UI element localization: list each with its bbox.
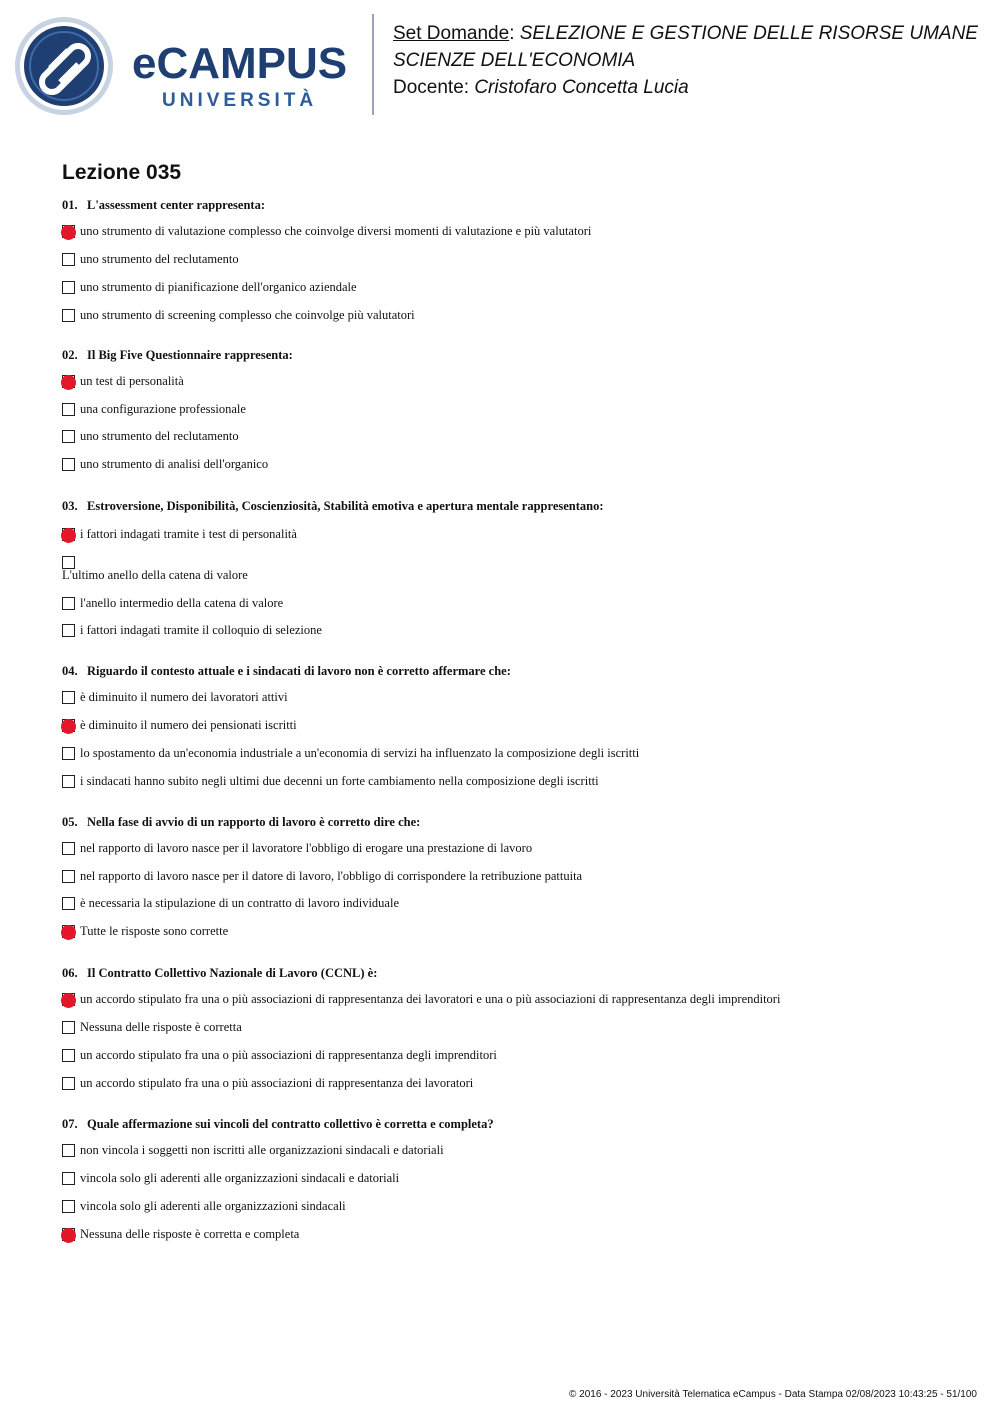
set-title: SELEZIONE E GESTIONE DELLE RISORSE UMANE [519, 23, 978, 44]
answer-checkbox[interactable] [62, 691, 75, 704]
header-info: Set Domande: SELEZIONE E GESTIONE DELLE RISORSE UMANE SCIENZE DELL'ECONOMIA Docente: Cristofaro Concetta Lucia [393, 23, 978, 98]
answer-text: è necessaria la stipulazione di un contratto di lavoro individuale [80, 896, 399, 911]
answer-checkbox[interactable] [62, 624, 75, 637]
question-number: 01. [62, 198, 78, 212]
question-6 [62, 966, 377, 981]
ecampus-logo [14, 16, 359, 116]
answer-text: è diminuito il numero dei lavoratori attivi [80, 690, 288, 704]
answer-text: i fattori indagati tramite il colloquio di selezione [80, 623, 322, 637]
page-footer: © 2016 - 2023 Università Telematica eCampus - Data Stampa 02/08/2023 10:43:25 - 51/100 [569, 1389, 977, 1400]
answer-text: uno strumento di screening complesso che coinvolge più valutatori [80, 308, 415, 322]
selected-answer-mark [61, 528, 76, 543]
selected-answer-mark [61, 993, 76, 1008]
answer-checkbox[interactable] [62, 430, 75, 443]
answer-checkbox[interactable] [62, 775, 75, 788]
answer-text: è diminuito il numero dei pensionati iscritti [80, 718, 297, 732]
answer-text: non vincola i soggetti non iscritti alle organizzazioni sindacali e datoriali [80, 1143, 444, 1157]
question-text: Il Big Five Questionnaire rappresenta: [87, 348, 293, 362]
page-header [0, 0, 1000, 130]
question-1 [62, 198, 265, 213]
question-text: Il Contratto Collettivo Nazionale di Lavoro (CCNL) è: [87, 966, 378, 980]
answer-checkbox[interactable] [62, 253, 75, 266]
question-4 [62, 664, 511, 679]
answer-checkbox[interactable] [62, 1172, 75, 1185]
lesson-title: Lezione 035 [62, 161, 182, 184]
question-text: Quale affermazione sui vincoli del contratto collettivo è corretta e completa? [87, 1117, 494, 1131]
answer-checkbox[interactable] [62, 1200, 75, 1213]
answer-text: nel rapporto di lavoro nasce per il datore di lavoro, l'obbligo di corrispondere la retribuzione pattuita [80, 868, 583, 883]
answer-checkbox[interactable] [62, 309, 75, 322]
answer-checkbox[interactable] [62, 597, 75, 610]
svg-text:eCAMPUS: eCAMPUS [132, 39, 348, 88]
answer-text: i fattori indagati tramite i test di personalità [80, 527, 297, 541]
answer-text: un test di personalità [80, 374, 184, 388]
answer-text: nel rapporto di lavoro nasce per il lavoratore l'obbligo di erogare una prestazione di lavoro [80, 841, 533, 855]
answer-text: un accordo stipulato fra una o più associazioni di rappresentanza degli imprenditori [80, 1048, 497, 1062]
answer-text: uno strumento del reclutamento [80, 429, 239, 443]
question-5 [62, 815, 420, 830]
question-number: 04. [62, 664, 78, 678]
answer-checkbox[interactable] [62, 747, 75, 760]
question-7 [62, 1117, 494, 1132]
answer-checkbox[interactable] [62, 897, 75, 910]
answer-checkbox[interactable] [62, 458, 75, 471]
selected-answer-mark [61, 225, 76, 240]
question-text: L'assessment center rappresenta: [87, 198, 265, 212]
teacher-name: Cristofaro Concetta Lucia [474, 77, 689, 98]
answer-checkbox[interactable] [62, 1077, 75, 1090]
answer-checkbox[interactable] [62, 842, 75, 855]
answer-text: un accordo stipulato fra una o più associazioni di rappresentanza dei lavoratori [80, 1076, 474, 1090]
answer-text: uno strumento di valutazione complesso che coinvolge diversi momenti di valutazione e più valutatori [80, 224, 592, 238]
answer-checkbox[interactable] [62, 1021, 75, 1034]
set-label: Set Domande [393, 23, 510, 44]
answer-text: L'ultimo anello della catena di valore [62, 568, 248, 582]
answer-text: uno strumento di analisi dell'organico [80, 456, 269, 471]
answer-text: l'anello intermedio della catena di valore [80, 596, 284, 610]
selected-answer-mark [61, 375, 76, 390]
question-number: 02. [62, 348, 78, 362]
question-number: 03. [62, 499, 78, 513]
answer-text: vincola solo gli aderenti alle organizzazioni sindacali e datoriali [80, 1171, 400, 1185]
question-number: 05. [62, 815, 78, 829]
header-divider [372, 14, 374, 115]
answer-checkbox[interactable] [62, 1144, 75, 1157]
answer-text: Tutte le risposte sono corrette [80, 924, 229, 939]
question-number: 07. [62, 1117, 78, 1131]
answer-text: lo spostamento da un'economia industriale a un'economia di servizi ha influenzato la composizione degli iscritti [80, 746, 640, 760]
answer-text: una configurazione professionale [80, 401, 246, 416]
question-text: Riguardo il contesto attuale e i sindacati di lavoro non è corretto affermare che: [87, 664, 511, 678]
answer-text: Nessuna delle risposte è corretta [80, 1020, 242, 1034]
question-3 [62, 499, 604, 514]
answer-text: Nessuna delle risposte è corretta e completa [80, 1227, 300, 1241]
question-number: 06. [62, 966, 78, 980]
answer-text: uno strumento di pianificazione dell'organico aziendale [80, 280, 357, 294]
question-2 [62, 348, 293, 363]
answer-checkbox[interactable] [62, 403, 75, 416]
svg-text:UNIVERSITÀ: UNIVERSITÀ [162, 90, 318, 111]
selected-answer-mark [61, 1228, 76, 1243]
answer-text: i sindacati hanno subito negli ultimi due decenni un forte cambiamento nella composizione degli iscritti [80, 774, 599, 788]
teacher-label: Docente: [393, 77, 470, 98]
answer-checkbox[interactable] [62, 870, 75, 883]
selected-answer-mark [61, 925, 76, 940]
answer-checkbox[interactable] [62, 281, 75, 294]
answer-text: vincola solo gli aderenti alle organizzazioni sindacali [80, 1199, 346, 1213]
faculty: SCIENZE DELL'ECONOMIA [393, 50, 636, 71]
selected-answer-mark [61, 719, 76, 734]
answer-text: uno strumento del reclutamento [80, 252, 239, 266]
question-text: Estroversione, Disponibilità, Coscienziosità, Stabilità emotiva e apertura mentale rappresentano: [87, 499, 604, 513]
answer-checkbox[interactable] [62, 1049, 75, 1062]
question-text: Nella fase di avvio di un rapporto di lavoro è corretto dire che: [87, 815, 421, 829]
answer-text: un accordo stipulato fra una o più associazioni di rappresentanza dei lavoratori e una o più associazioni di rappresentanza degli imprenditori [80, 992, 781, 1006]
